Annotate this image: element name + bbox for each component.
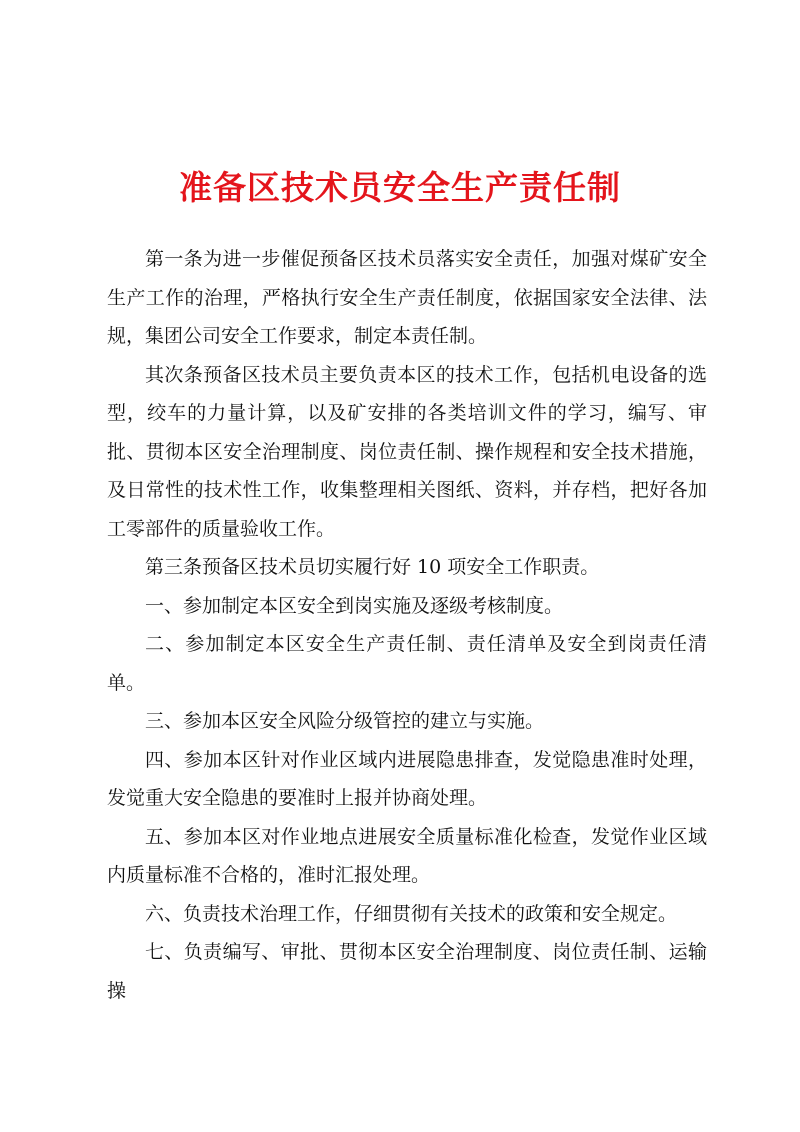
list-item-duty-6: 六、负责技术治理工作，仔细贯彻有关技术的政策和安全规定。 bbox=[145, 902, 678, 925]
list-item-duty-1: 一、参加制定本区安全到岗实施及逐级考核制度。 bbox=[145, 594, 564, 617]
list-item-duty-3: 三、参加本区安全风险分级管控的建立与实施。 bbox=[145, 710, 545, 732]
list-item-duty-7: 七、负责编写、审批、贯彻本区安全治理制度、岗位责任制、运输操 bbox=[107, 941, 707, 1002]
list-item-duty-2: 二、参加制定本区安全生产责任制、责任清单及安全到岗责任清单。 bbox=[107, 633, 707, 694]
list-item-duty-4: 四、参加本区针对作业区域内进展隐患排查，发觉隐患准时处理，发觉重大安全隐患的要准时上报并协商处理。 bbox=[107, 748, 707, 809]
document-body bbox=[107, 240, 707, 1010]
paragraph-article-2: 其次条预备区技术员主要负责本区的技术工作，包括机电设备的选型，绞车的力量计算，以及矿安排的各类培训文件的学习，编写、审批、贯彻本区安全治理制度、岗位责任制、操作规程和安全技术措施，及日常性的技术性工作，收集整理相关图纸、资料，并存档，把好各加工零部件的质量验收工作。 bbox=[107, 363, 707, 540]
list-item-duty-5: 五、参加本区对作业地点进展安全质量标准化检查，发觉作业区域内质量标准不合格的，准时汇报处理。 bbox=[107, 825, 707, 886]
paragraph-article-1: 第一条为进一步催促预备区技术员落实安全责任，加强对煤矿安全生产工作的治理，严格执行安全生产责任制度，依据国家安全法律、法规，集团公司安全工作要求，制定本责任制。 bbox=[107, 248, 707, 347]
paragraph-article-3: 第三条预备区技术员切实履行好 10 项安全工作职责。 bbox=[145, 556, 600, 578]
document-title: 准备区技术员安全生产责任制 bbox=[179, 168, 621, 207]
